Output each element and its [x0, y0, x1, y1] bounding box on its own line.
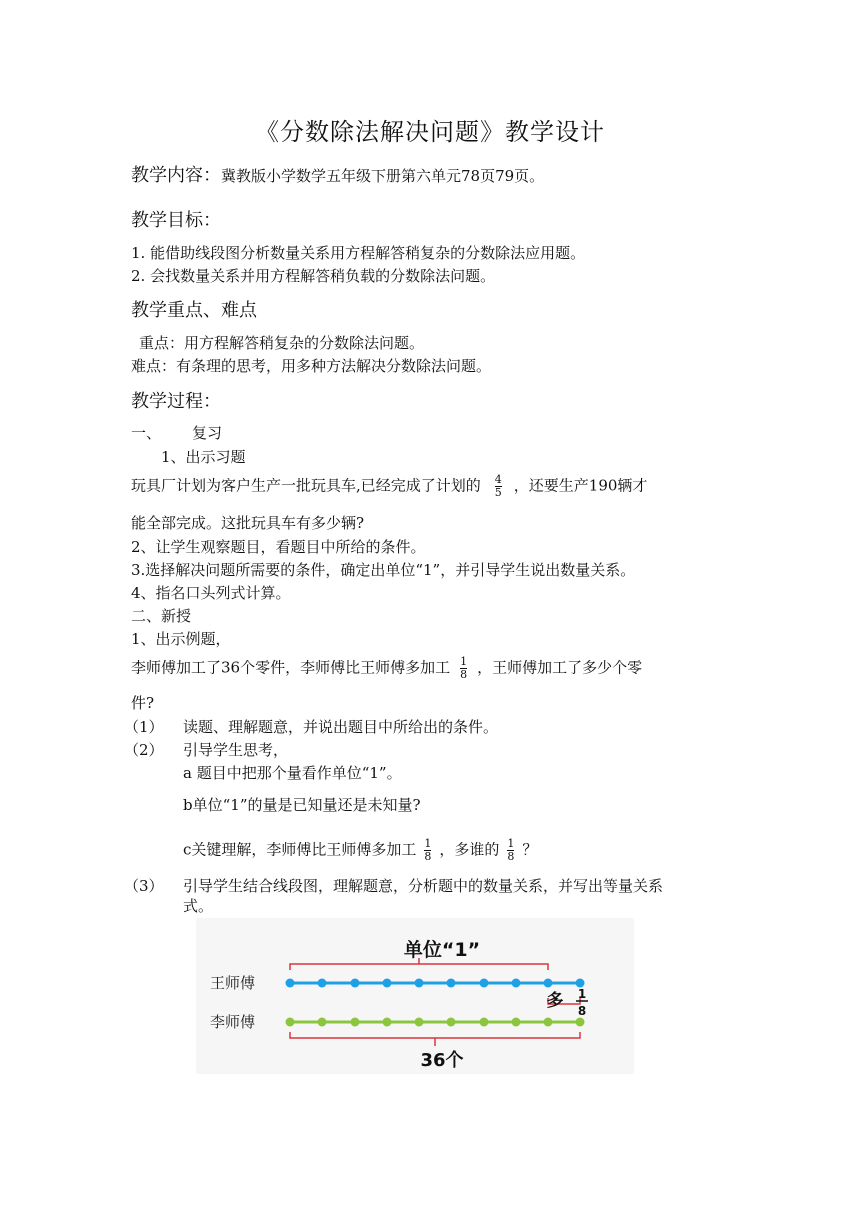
toy-text-a: 玩具厂计划为客户生产一批玩具车,已经完成了计划的 — [131, 476, 481, 495]
fraction-one-eighth — [460, 656, 467, 681]
li-point — [383, 1018, 392, 1027]
review-label: 复习 — [192, 424, 223, 442]
diagram-fraction-denominator: 8 — [577, 1004, 587, 1018]
step-s3-number: （3） — [124, 877, 164, 895]
fraction-one-eighth — [507, 838, 514, 863]
li-point — [576, 1018, 585, 1027]
wang-point — [351, 979, 360, 988]
li-point — [512, 1018, 521, 1027]
example-line-2: 件? — [131, 694, 155, 712]
new-section: 二、新授 — [131, 607, 192, 625]
unit-bracket — [290, 958, 548, 970]
page-title: 《分数除法解决问题》教学设计 — [255, 118, 605, 146]
li-label: 李师傅 — [210, 1013, 256, 1031]
fraction-denominator: 8 — [507, 850, 515, 863]
step-s2-number: （2） — [124, 741, 164, 759]
question-c-text-b: ，多谁的 — [439, 840, 500, 859]
fraction-denominator: 8 — [424, 850, 432, 863]
wang-point — [512, 979, 521, 988]
step-4: 4、指名口头列式计算。 — [131, 584, 291, 602]
li-point — [480, 1018, 489, 1027]
wang-point — [383, 979, 392, 988]
fraction-denominator: 8 — [460, 668, 468, 681]
goal-item-2: 2. 会找数量关系并用方程解答稍负载的分数除法问题。 — [131, 267, 496, 285]
wang-point — [318, 979, 327, 988]
li-point — [286, 1018, 295, 1027]
li-point — [447, 1018, 456, 1027]
wang-point — [544, 979, 553, 988]
difficulty: 难点：有条理的思考，用多种方法解决分数除法问题。 — [131, 357, 492, 375]
wang-point — [415, 979, 424, 988]
toy-text-b: ，还要生产190辆才 — [513, 476, 648, 495]
total-bracket — [290, 1032, 580, 1046]
step-3: 3.选择解决问题所需要的条件，确定出单位“1”，并引导学生说出数量关系。 — [131, 561, 636, 579]
example-label: 1、出示例题， — [131, 630, 231, 648]
wang-point — [447, 979, 456, 988]
li-point — [415, 1018, 424, 1027]
wang-point — [480, 979, 489, 988]
total-label: 36个 — [420, 1050, 464, 1071]
toy-problem-line-1 — [131, 474, 647, 499]
fraction-numerator: 1 — [460, 655, 468, 668]
goal-item-1: 1. 能借助线段图分析数量关系用方程解答稍复杂的分数除法应用题。 — [131, 244, 586, 262]
toy-problem-line-2: 能全部完成。这批玩具车有多少辆? — [131, 514, 365, 532]
fraction-numerator: 1 — [424, 837, 432, 850]
example-text-a: 李师傅加工了36个零件，李师傅比王师傅多加工 — [131, 658, 451, 677]
fraction-numerator: 1 — [507, 837, 515, 850]
review-number: 一、 — [131, 424, 162, 442]
step-s3-line-2: 式。 — [183, 897, 214, 915]
li-point — [351, 1018, 360, 1027]
question-c — [183, 838, 537, 863]
step-s1-text: 读题、理解题意，并说出题目中所给出的条件。 — [183, 718, 499, 736]
content-text: 冀教版小学数学五年级下册第六单元78页79页。 — [221, 167, 545, 185]
question-c-text-c: ？ — [522, 840, 538, 859]
fraction-four-fifths — [495, 474, 502, 499]
goals-heading: 教学目标： — [131, 210, 221, 231]
question-c-text-a: c关键理解，李师傅比王师傅多加工 — [183, 840, 417, 859]
diagram-fraction-numerator: 1 — [577, 987, 587, 1001]
wang-label: 王师傅 — [210, 974, 256, 992]
fraction-numerator: 4 — [494, 473, 502, 486]
show-exercise: 1、出示习题 — [161, 448, 246, 466]
fraction-denominator: 5 — [494, 486, 502, 499]
fraction-one-eighth — [424, 838, 431, 863]
li-point — [318, 1018, 327, 1027]
step-s1-number: （1） — [124, 718, 164, 736]
process-heading: 教学过程： — [131, 391, 221, 412]
wang-point — [286, 979, 295, 988]
step-s3-line-1: 引导学生结合线段图，理解题意，分析题中的数量关系，并写出等量关系 — [183, 877, 664, 895]
example-text-b: ，王师傅加工了多少个零 — [477, 658, 643, 677]
more-label: 多 — [546, 991, 564, 1011]
question-b: b单位“1”的量是已知量还是未知量? — [183, 796, 421, 814]
step-2: 2、让学生观察题目，看题目中所给的条件。 — [131, 538, 426, 556]
line-segment-diagram — [196, 918, 634, 1074]
question-a: a 题目中把那个量看作单位“1”。 — [183, 764, 402, 782]
key-heading: 教学重点、难点 — [131, 300, 257, 321]
step-s2-text: 引导学生思考， — [183, 741, 289, 759]
unit-label: 单位“1” — [403, 939, 481, 961]
diagram-svg — [196, 918, 634, 1074]
example-line-1 — [131, 656, 642, 681]
content-label: 教学内容： — [131, 165, 221, 186]
key-point: 重点：用方程解答稍复杂的分数除法问题。 — [139, 334, 425, 352]
content-line — [131, 161, 544, 187]
li-point — [544, 1018, 553, 1027]
